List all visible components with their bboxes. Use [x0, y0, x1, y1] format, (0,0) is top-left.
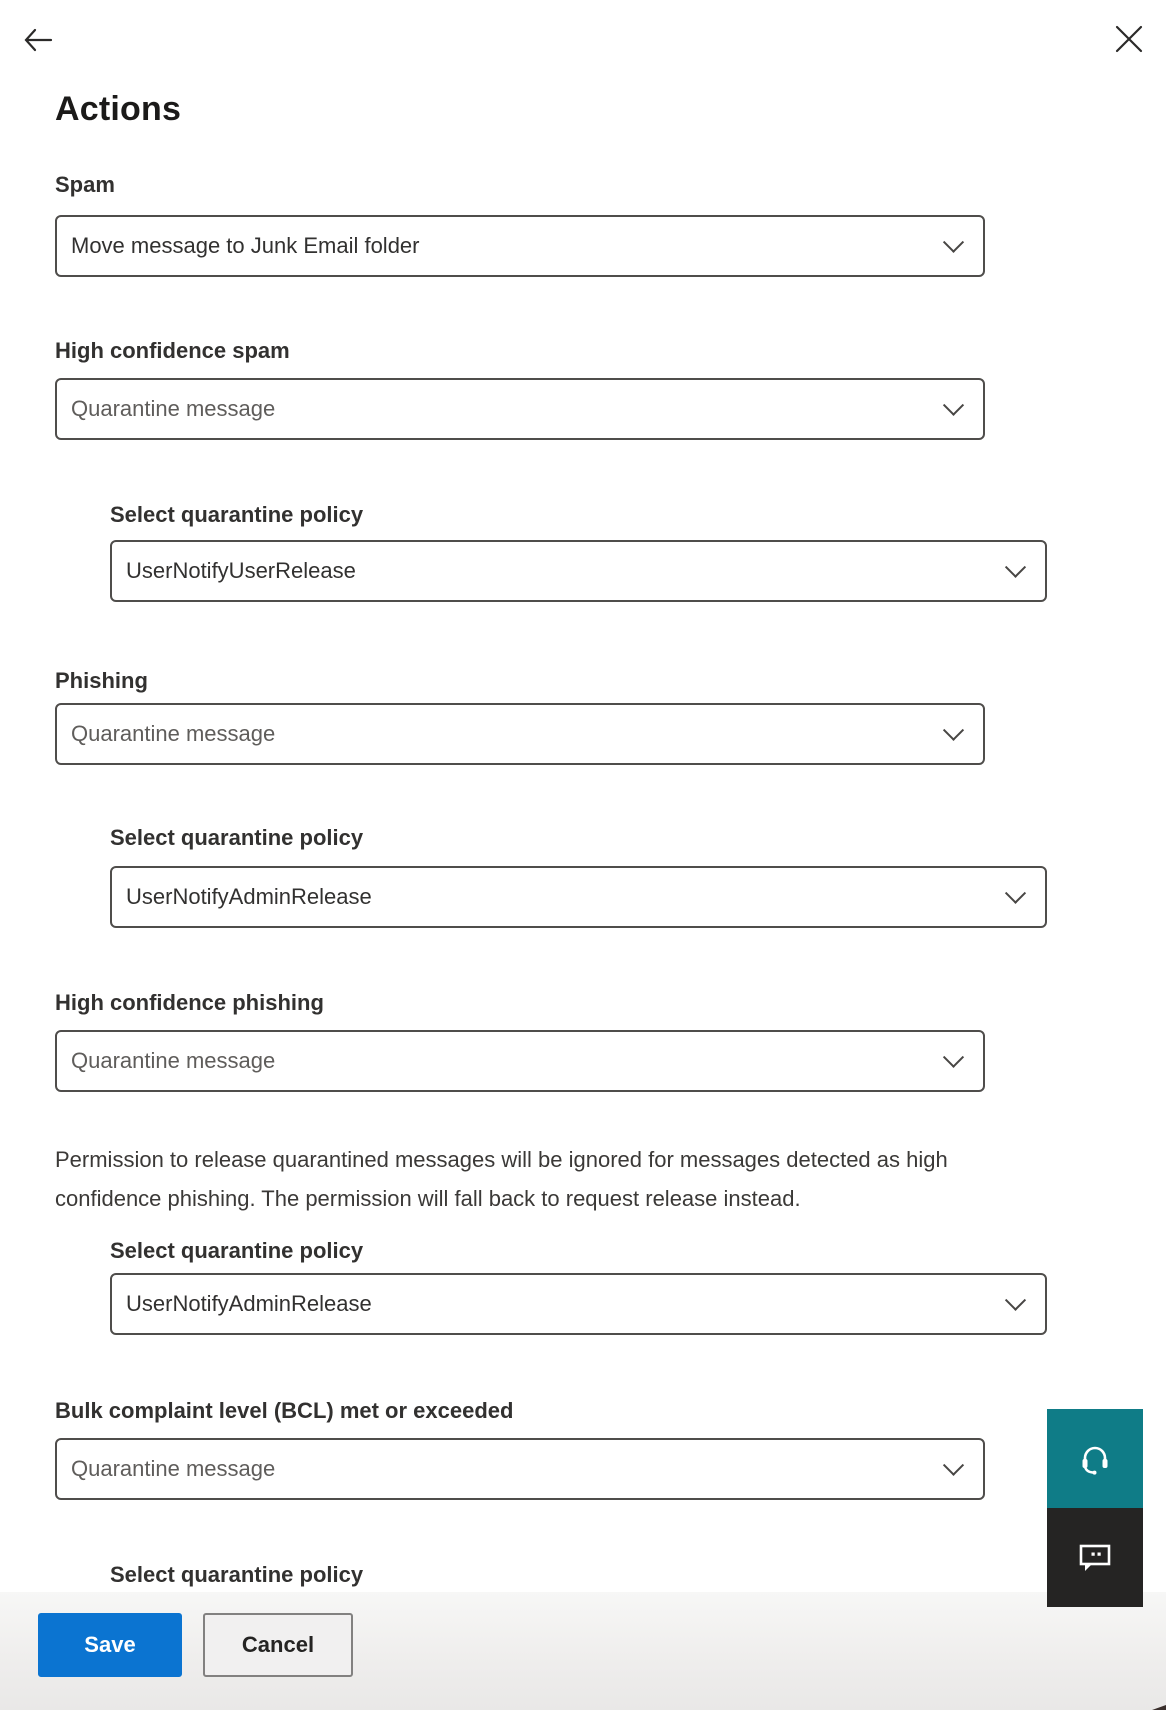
chevron-down-icon — [1005, 882, 1026, 903]
high-confidence-spam-label: High confidence spam — [55, 338, 290, 363]
feedback-chat-icon — [1074, 1537, 1116, 1579]
page-title: Actions — [55, 90, 182, 128]
bcl-action-value: Quarantine message — [71, 1456, 276, 1481]
back-arrow-icon — [21, 23, 55, 57]
phishing-action-dropdown[interactable] — [55, 703, 985, 765]
headset-icon — [1073, 1437, 1117, 1481]
chevron-down-icon — [943, 394, 964, 415]
high-confidence-phishing-action-dropdown[interactable] — [55, 1030, 985, 1092]
chevron-down-icon — [1005, 1289, 1026, 1310]
chevron-down-icon — [943, 231, 964, 252]
chevron-down-icon — [943, 719, 964, 740]
high-confidence-phishing-label: High confidence phishing — [55, 990, 324, 1015]
hcp-quarantine-policy-dropdown[interactable] — [110, 1273, 1047, 1335]
bcl-label: Bulk complaint level (BCL) met or exceeded — [55, 1398, 514, 1423]
footer-bar — [0, 1592, 1166, 1710]
spam-action-dropdown[interactable] — [55, 215, 985, 277]
phishing-quarantine-policy-value: UserNotifyAdminRelease — [126, 884, 372, 909]
hcs-quarantine-policy-value: UserNotifyUserRelease — [126, 558, 356, 583]
phishing-quarantine-policy-dropdown[interactable] — [110, 866, 1047, 928]
hcp-permission-note: Permission to release quarantined messages will be ignored for messages detected as high confidence phishing. The permission will fall back to request release instead. — [55, 1147, 948, 1211]
chevron-down-icon — [1005, 556, 1026, 577]
hcp-quarantine-policy-label: Select quarantine policy — [110, 1238, 364, 1263]
spam-action-value: Move message to Junk Email folder — [71, 233, 420, 258]
spam-label: Spam — [55, 172, 115, 197]
hcs-quarantine-policy-label: Select quarantine policy — [110, 502, 364, 527]
chevron-down-icon — [943, 1454, 964, 1475]
support-button[interactable] — [1047, 1409, 1143, 1508]
back-button[interactable] — [20, 22, 56, 58]
save-button[interactable]: Save — [38, 1613, 182, 1677]
phishing-quarantine-policy-label: Select quarantine policy — [110, 825, 364, 850]
phishing-action-value: Quarantine message — [71, 721, 276, 746]
high-confidence-spam-action-value: Quarantine message — [71, 396, 276, 421]
bcl-quarantine-policy-label: Select quarantine policy — [110, 1562, 364, 1587]
close-icon — [1114, 24, 1144, 54]
chevron-down-icon — [943, 1046, 964, 1067]
hcp-quarantine-policy-value: UserNotifyAdminRelease — [126, 1291, 372, 1316]
high-confidence-spam-action-dropdown[interactable] — [55, 378, 985, 440]
close-button[interactable] — [1112, 22, 1146, 56]
high-confidence-phishing-action-value: Quarantine message — [71, 1048, 276, 1073]
feedback-button[interactable] — [1047, 1508, 1143, 1607]
hcs-quarantine-policy-dropdown[interactable] — [110, 540, 1047, 602]
cancel-button[interactable]: Cancel — [203, 1613, 353, 1677]
bcl-action-dropdown[interactable] — [55, 1438, 985, 1500]
phishing-label: Phishing — [55, 668, 148, 693]
